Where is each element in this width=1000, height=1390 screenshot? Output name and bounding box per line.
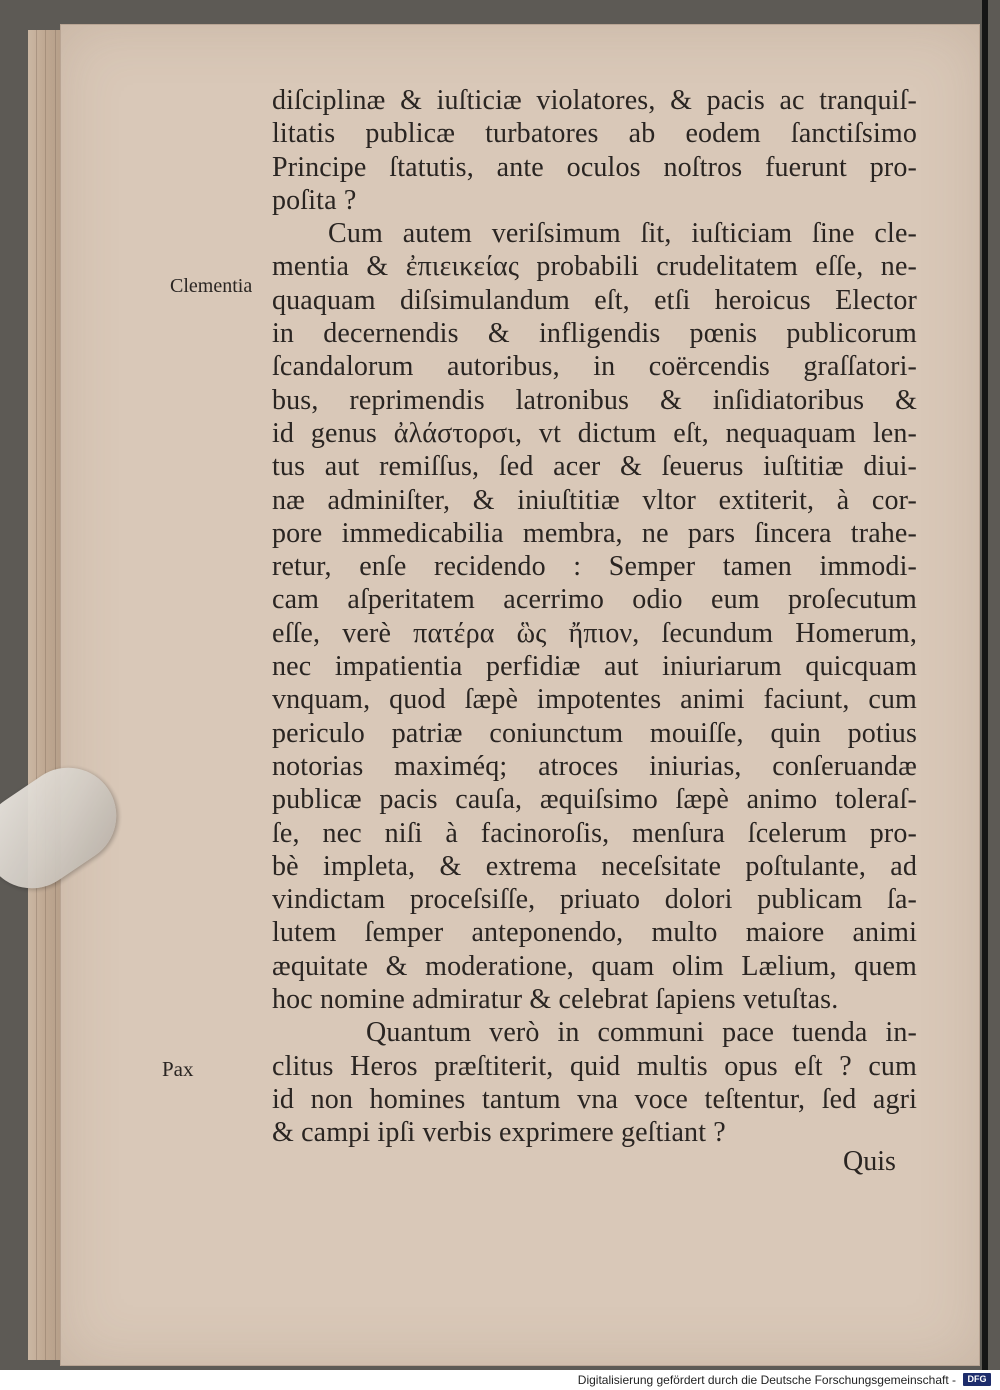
margin-note-clementia: Clementia xyxy=(170,275,253,297)
text-line: retur, enſe recidendo : Semper tamen immodi- xyxy=(272,551,917,583)
margin-note-pax: Pax xyxy=(162,1057,194,1081)
text-line: tus aut remiſſus, ſed acer & ſeuerus iuſtitiæ diui- xyxy=(272,451,917,483)
text-line: Principe ſtatutis, ante oculos noſtros fuerunt pro- xyxy=(272,151,917,183)
text-line: æquitate & moderatione, quam olim Lælium, quem xyxy=(272,950,917,982)
footer-credit: Digitalisierung gefördert durch die Deutsche Forschungsgemeinschaft - xyxy=(577,1373,956,1387)
text-line: id non homines tantum vna voce teſtentur, ſed agri xyxy=(272,1083,917,1115)
dfg-logo: DFG xyxy=(963,1373,991,1386)
text-line: periculo patriæ coniunctum mouiſſe, quin potius xyxy=(272,717,917,749)
text-line: quaquam diſsimulandum eſt, etſi heroicus Elector xyxy=(272,284,917,316)
book-edge-line xyxy=(55,30,56,1360)
text-line: pore immedicabilia membra, ne pars ſincera trahe- xyxy=(272,517,917,549)
text-line: eſſe, verè πατέρα ὣς ἤπιον, ſecundum Homerum, xyxy=(272,617,917,649)
text-line: hoc nomine admiratur & celebrat ſapiens vetuſtas. xyxy=(272,984,839,1016)
text-line: in decernendis & infligendis pœnis publicorum xyxy=(272,318,917,350)
text-line: notorias maximéq; atroces iniurias, conſeruandæ xyxy=(272,750,917,782)
text-line: nec impatientia perfidiæ aut iniuriarum quicquam xyxy=(272,651,917,683)
dark-right-edge xyxy=(982,0,988,1370)
text-line: poſita ? xyxy=(272,184,357,216)
text-line: clitus Heros præſtiterit, quid multis opus eſt ? cum xyxy=(272,1050,917,1082)
text-line: ſe, nec niſi à facinoroſis, menſura ſcelerum pro- xyxy=(272,817,917,849)
text-line: litatis publicæ turbatores ab eodem ſanctiſsimo xyxy=(272,118,917,150)
text-line: cam aſperitatem acerrimo odio eum proſecutum xyxy=(272,584,917,616)
text-line: mentia & ἐπιεικείας probabili crudelitatem eſſe, ne- xyxy=(272,251,917,283)
text-line: ſcandalorum autoribus, in coërcendis graſſatori- xyxy=(272,351,917,383)
text-line: bus, reprimendis latronibus & inſidiatoribus & xyxy=(272,384,917,416)
text-line: diſciplinæ & iuſticiæ violatores, & pacis ac tranquiſ- xyxy=(272,85,917,116)
text-line: næ adminiſter, & iniuſtitiæ vltor extiterit, à cor- xyxy=(272,484,917,516)
book-edge-line xyxy=(45,30,46,1360)
text-line: bè impleta, & extrema neceſsitate poſtulante, ad xyxy=(272,850,917,882)
text-line: & campi ipſi verbis exprimere geſtiant ? xyxy=(272,1117,726,1149)
text-line: vnquam, quod ſæpè impotentes animi faciunt, cum xyxy=(272,684,917,716)
main-text xyxy=(272,84,917,1150)
book-edge-line xyxy=(36,30,37,1360)
text-line: lutem ſemper anteponendo, multo maiore animi xyxy=(272,917,917,949)
text-line: publicæ pacis cauſa, æquiſsimo ſæpè animo toleraſ- xyxy=(272,784,917,816)
text-line: vindictam proceſsiſſe, priuato dolori publicam ſa- xyxy=(272,884,917,916)
catchword: Quis xyxy=(843,1146,896,1177)
text-line: Quantum verò in communi pace tuenda in- xyxy=(366,1017,917,1049)
text-line: id genus ἀλάστορσι, vt dictum eſt, nequaquam len- xyxy=(272,417,917,449)
text-line: Cum autem veriſsimum ſit, iuſticiam ſine cle- xyxy=(328,218,917,250)
